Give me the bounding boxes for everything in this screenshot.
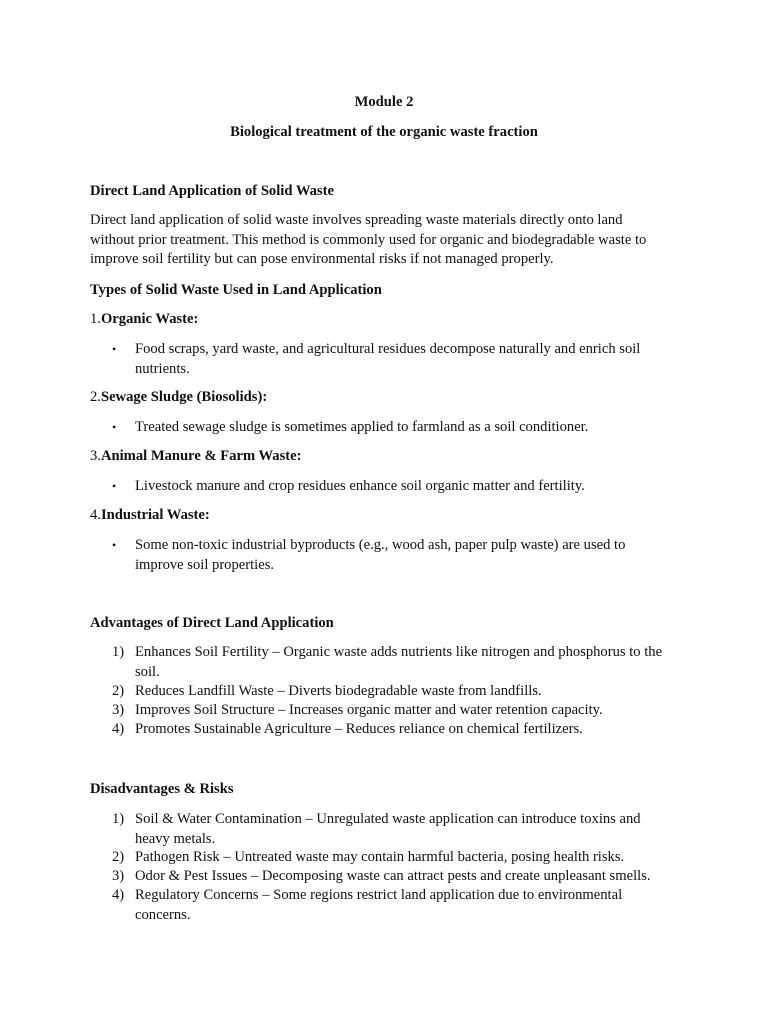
list-text: Regulatory Concerns – Some regions restrict land application due to environmental concerns.	[135, 887, 623, 923]
intro-paragraph: Direct land application of solid waste involves spreading waste materials directly onto land without prior treatment. This method is commonly used for organic and biodegradable waste to improve soil fertility but can pose environmental risks if not managed properly.	[90, 212, 647, 267]
module-title: Module 2	[354, 94, 414, 110]
list-number: 4)	[112, 887, 125, 903]
list-text: Odor & Pest Issues – Decomposing waste can attract pests and create unpleasant smells.	[135, 868, 651, 884]
section-heading-advantages: Advantages of Direct Land Application	[90, 615, 334, 631]
list-text: Improves Soil Structure – Increases organic matter and water retention capacity.	[135, 702, 603, 718]
bullet-text: Treated sewage sludge is sometimes applied to farmland as a soil conditioner.	[135, 419, 589, 435]
list-number: 1)	[112, 811, 125, 827]
type-number: 4.	[90, 507, 101, 523]
section-heading-disadvantages: Disadvantages & Risks	[90, 781, 234, 797]
bullet-icon: •	[112, 538, 117, 552]
bullet-icon: •	[112, 420, 117, 434]
bullet-icon: •	[112, 342, 117, 356]
list-number: 2)	[112, 849, 125, 865]
list-text: Soil & Water Contamination – Unregulated waste application can introduce toxins and heavy metals.	[135, 811, 641, 847]
list-number: 1)	[112, 644, 125, 660]
type-title: Organic Waste:	[100, 311, 199, 327]
bullet-text: Livestock manure and crop residues enhance soil organic matter and fertility.	[135, 478, 585, 494]
section-heading-types: Types of Solid Waste Used in Land Application	[90, 282, 382, 298]
section-heading-direct-land: Direct Land Application of Solid Waste	[90, 183, 334, 199]
list-number: 3)	[112, 868, 125, 884]
page-subtitle: Biological treatment of the organic waste fraction	[230, 124, 538, 140]
type-title: Sewage Sludge (Biosolids):	[100, 389, 268, 405]
type-item-title	[90, 310, 670, 330]
list-text: Pathogen Risk – Untreated waste may contain harmful bacteria, posing health risks.	[135, 849, 625, 865]
list-number: 2)	[112, 683, 125, 699]
list-number: 4)	[112, 721, 125, 737]
type-number: 3.	[90, 448, 101, 464]
type-number: 1.	[90, 311, 101, 327]
list-text: Reduces Landfill Waste – Diverts biodegradable waste from landfills.	[135, 683, 542, 699]
bullet-text: Food scraps, yard waste, and agricultural residues decompose naturally and enrich soil nutrients.	[135, 341, 641, 377]
bullet-text: Some non-toxic industrial byproducts (e.g., wood ash, paper pulp waste) are used to improve soil properties.	[135, 537, 626, 573]
list-text: Promotes Sustainable Agriculture – Reduces reliance on chemical fertilizers.	[135, 721, 583, 737]
type-item-title	[90, 506, 670, 526]
type-title: Animal Manure & Farm Waste:	[100, 448, 302, 464]
type-item-title	[90, 447, 670, 467]
list-text: Enhances Soil Fertility – Organic waste adds nutrients like nitrogen and phosphorus to the soil.	[135, 644, 663, 680]
type-item-title	[90, 388, 670, 408]
type-number: 2.	[90, 389, 101, 405]
type-title: Industrial Waste:	[100, 507, 210, 523]
list-number: 3)	[112, 702, 125, 718]
bullet-icon: •	[112, 479, 117, 493]
